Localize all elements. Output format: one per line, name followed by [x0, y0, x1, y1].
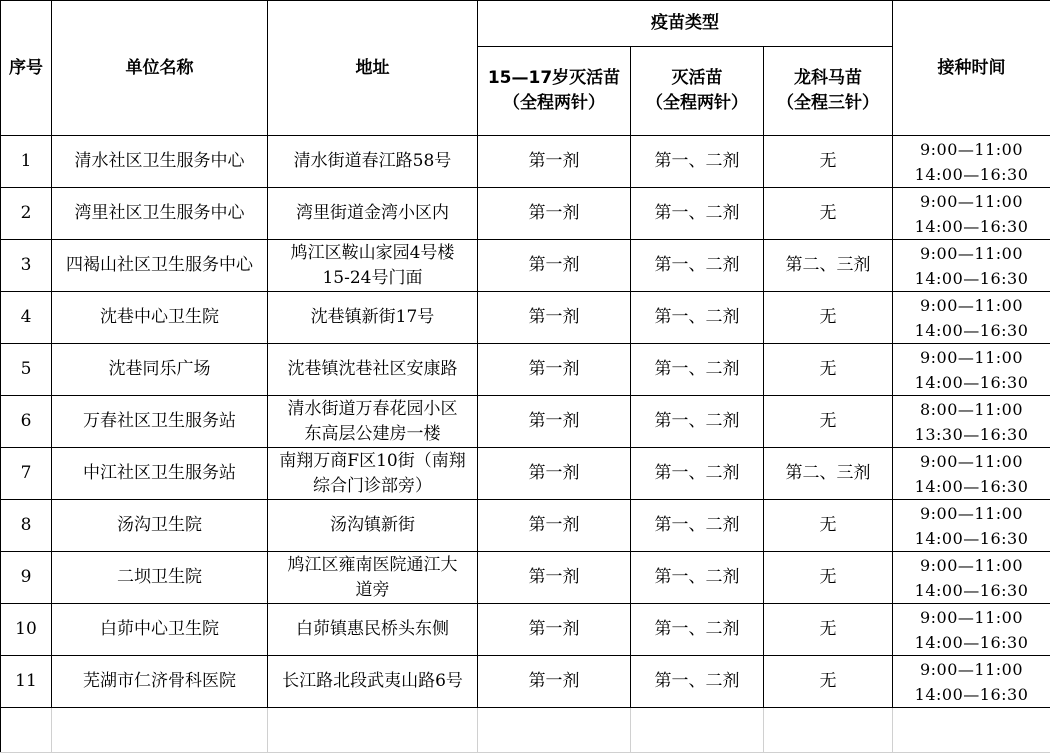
unit-name: 四褐山社区卫生服务中心 [52, 240, 268, 292]
header-line: （全程三针） [777, 93, 879, 113]
address [268, 604, 478, 656]
inactivated-dose: 第一、二剂 [631, 136, 764, 188]
vaccination-time-line: 9:00—11:00 [919, 659, 1024, 679]
teen-dose: 第一剂 [478, 656, 631, 708]
table-row [1, 188, 1050, 240]
teen-dose: 第一剂 [478, 292, 631, 344]
address-line: 湾里街道金湾小区内 [296, 203, 449, 223]
vaccination-time [893, 448, 1050, 500]
table-row [1, 292, 1050, 344]
table-row [1, 136, 1050, 188]
row-index: 11 [1, 656, 52, 708]
address-line: 汤沟镇新街 [330, 515, 415, 535]
longkema-dose: 无 [764, 396, 893, 448]
address [268, 188, 478, 240]
header-inactivated [631, 47, 764, 136]
longkema-dose: 无 [764, 344, 893, 396]
longkema-dose: 第二、三剂 [764, 240, 893, 292]
header-line: （全程两针） [503, 93, 605, 113]
inactivated-dose: 第一、二剂 [631, 292, 764, 344]
longkema-dose: 第二、三剂 [764, 448, 893, 500]
vaccination-time-line: 14:00—16:30 [914, 580, 1029, 600]
row-index: 2 [1, 188, 52, 240]
address-line: 沈巷镇沈巷社区安康路 [287, 359, 458, 379]
address-line: 南翔万商F区10街（南翔 [279, 450, 466, 471]
empty-cell [764, 708, 893, 753]
table-row [1, 604, 1050, 656]
row-index: 6 [1, 396, 52, 448]
header-line: （全程两针） [646, 93, 748, 113]
longkema-dose: 无 [764, 656, 893, 708]
unit-name: 万春社区卫生服务站 [52, 396, 268, 448]
address [268, 656, 478, 708]
vaccination-time-line: 13:30—16:30 [914, 424, 1029, 444]
vaccination-time-line: 14:00—16:30 [914, 528, 1029, 548]
address [268, 292, 478, 344]
vaccination-time-line: 9:00—11:00 [919, 243, 1024, 263]
longkema-dose: 无 [764, 500, 893, 552]
vaccination-time [893, 604, 1050, 656]
inactivated-dose: 第一、二剂 [631, 188, 764, 240]
longkema-dose: 无 [764, 188, 893, 240]
vaccination-time [893, 396, 1050, 448]
longkema-dose: 无 [764, 292, 893, 344]
empty-cell [268, 708, 478, 753]
table-row [1, 552, 1050, 604]
address-line: 清水街道春江路58号 [293, 151, 452, 171]
vaccination-time-line: 9:00—11:00 [919, 607, 1024, 627]
inactivated-dose: 第一、二剂 [631, 500, 764, 552]
address [268, 396, 478, 448]
unit-name: 沈巷同乐广场 [52, 344, 268, 396]
table-row [1, 240, 1050, 292]
teen-dose: 第一剂 [478, 448, 631, 500]
table-row [1, 344, 1050, 396]
longkema-dose: 无 [764, 136, 893, 188]
teen-dose: 第一剂 [478, 344, 631, 396]
teen-dose: 第一剂 [478, 500, 631, 552]
vaccination-time [893, 344, 1050, 396]
address [268, 344, 478, 396]
unit-name: 白茆中心卫生院 [52, 604, 268, 656]
header-line: 龙科马苗 [794, 68, 862, 88]
vaccination-time [893, 292, 1050, 344]
table-row [1, 396, 1050, 448]
vaccination-time-line: 14:00—16:30 [914, 268, 1029, 288]
row-index: 5 [1, 344, 52, 396]
header-vaccine-type: 疫苗类型 [478, 1, 893, 47]
vaccination-time-line: 8:00—11:00 [919, 399, 1024, 419]
header-address: 地址 [268, 1, 478, 136]
row-index: 8 [1, 500, 52, 552]
address [268, 136, 478, 188]
empty-cell [631, 708, 764, 753]
vaccination-time [893, 500, 1050, 552]
vaccination-time-line: 9:00—11:00 [919, 295, 1024, 315]
vaccination-time-line: 14:00—16:30 [914, 164, 1029, 184]
unit-name: 汤沟卫生院 [52, 500, 268, 552]
teen-dose: 第一剂 [478, 552, 631, 604]
empty-cell [893, 708, 1050, 753]
inactivated-dose: 第一、二剂 [631, 448, 764, 500]
inactivated-dose: 第一、二剂 [631, 552, 764, 604]
row-index: 9 [1, 552, 52, 604]
inactivated-dose: 第一、二剂 [631, 344, 764, 396]
inactivated-dose: 第一、二剂 [631, 240, 764, 292]
address-line: 长江路北段武夷山路6号 [282, 671, 463, 691]
inactivated-dose: 第一、二剂 [631, 396, 764, 448]
vaccination-time-line: 14:00—16:30 [914, 632, 1029, 652]
unit-name: 芜湖市仁济骨科医院 [52, 656, 268, 708]
row-index: 7 [1, 448, 52, 500]
table-row [1, 500, 1050, 552]
address-line: 综合门诊部旁） [313, 475, 432, 496]
vaccination-time [893, 552, 1050, 604]
address-line: 15-24号门面 [322, 267, 423, 288]
address [268, 552, 478, 604]
header-unit-name: 单位名称 [52, 1, 268, 136]
header-longkema [764, 47, 893, 136]
table-row [1, 656, 1050, 708]
unit-name: 中江社区卫生服务站 [52, 448, 268, 500]
vaccination-time-line: 14:00—16:30 [914, 372, 1029, 392]
teen-dose: 第一剂 [478, 136, 631, 188]
address-line: 鸠江区鞍山家园4号楼 [290, 242, 455, 263]
unit-name: 沈巷中心卫生院 [52, 292, 268, 344]
row-index: 3 [1, 240, 52, 292]
empty-row [1, 708, 1050, 753]
vaccination-time-line: 9:00—11:00 [919, 191, 1024, 211]
row-index: 4 [1, 292, 52, 344]
vaccination-time-line: 9:00—11:00 [919, 347, 1024, 367]
inactivated-dose: 第一、二剂 [631, 604, 764, 656]
address [268, 240, 478, 292]
teen-dose: 第一剂 [478, 604, 631, 656]
address-line: 白茆镇惠民桥头东侧 [296, 619, 449, 639]
vaccination-time-line: 14:00—16:30 [914, 320, 1029, 340]
header-vaccination-time: 接种时间 [893, 1, 1050, 136]
vaccination-time-line: 9:00—11:00 [919, 139, 1024, 159]
inactivated-dose: 第一、二剂 [631, 656, 764, 708]
vaccination-time [893, 656, 1050, 708]
address-line: 清水街道万春花园小区 [287, 398, 458, 419]
table-row [1, 448, 1050, 500]
vaccination-time-line: 9:00—11:00 [919, 503, 1024, 523]
address-line: 沈巷镇新街17号 [310, 307, 435, 327]
teen-dose: 第一剂 [478, 240, 631, 292]
vaccination-time [893, 136, 1050, 188]
vaccination-time [893, 240, 1050, 292]
address [268, 500, 478, 552]
vaccination-time [893, 188, 1050, 240]
vaccination-time-line: 9:00—11:00 [919, 555, 1024, 575]
header-index: 序号 [1, 1, 52, 136]
unit-name: 二坝卫生院 [52, 552, 268, 604]
vaccination-time-line: 14:00—16:30 [914, 476, 1029, 496]
unit-name: 湾里社区卫生服务中心 [52, 188, 268, 240]
address-line: 道旁 [355, 579, 390, 600]
empty-cell [1, 708, 52, 753]
address [268, 448, 478, 500]
empty-cell [52, 708, 268, 753]
vaccination-time-line: 14:00—16:30 [914, 684, 1029, 704]
unit-name: 清水社区卫生服务中心 [52, 136, 268, 188]
header-line: 灭活苗 [671, 68, 723, 88]
row-index: 1 [1, 136, 52, 188]
vaccination-time-line: 14:00—16:30 [914, 216, 1029, 236]
teen-dose: 第一剂 [478, 188, 631, 240]
empty-cell [478, 708, 631, 753]
row-index: 10 [1, 604, 52, 656]
longkema-dose: 无 [764, 552, 893, 604]
teen-dose: 第一剂 [478, 396, 631, 448]
header-line: 15—17岁灭活苗 [487, 68, 621, 88]
header-teen-inactivated [478, 47, 631, 136]
vaccination-time-line: 9:00—11:00 [919, 451, 1024, 471]
address-line: 东高层公建房一楼 [304, 423, 441, 444]
address-line: 鸠江区雍南医院通江大 [287, 554, 458, 575]
longkema-dose: 无 [764, 604, 893, 656]
table-body [1, 136, 1050, 753]
